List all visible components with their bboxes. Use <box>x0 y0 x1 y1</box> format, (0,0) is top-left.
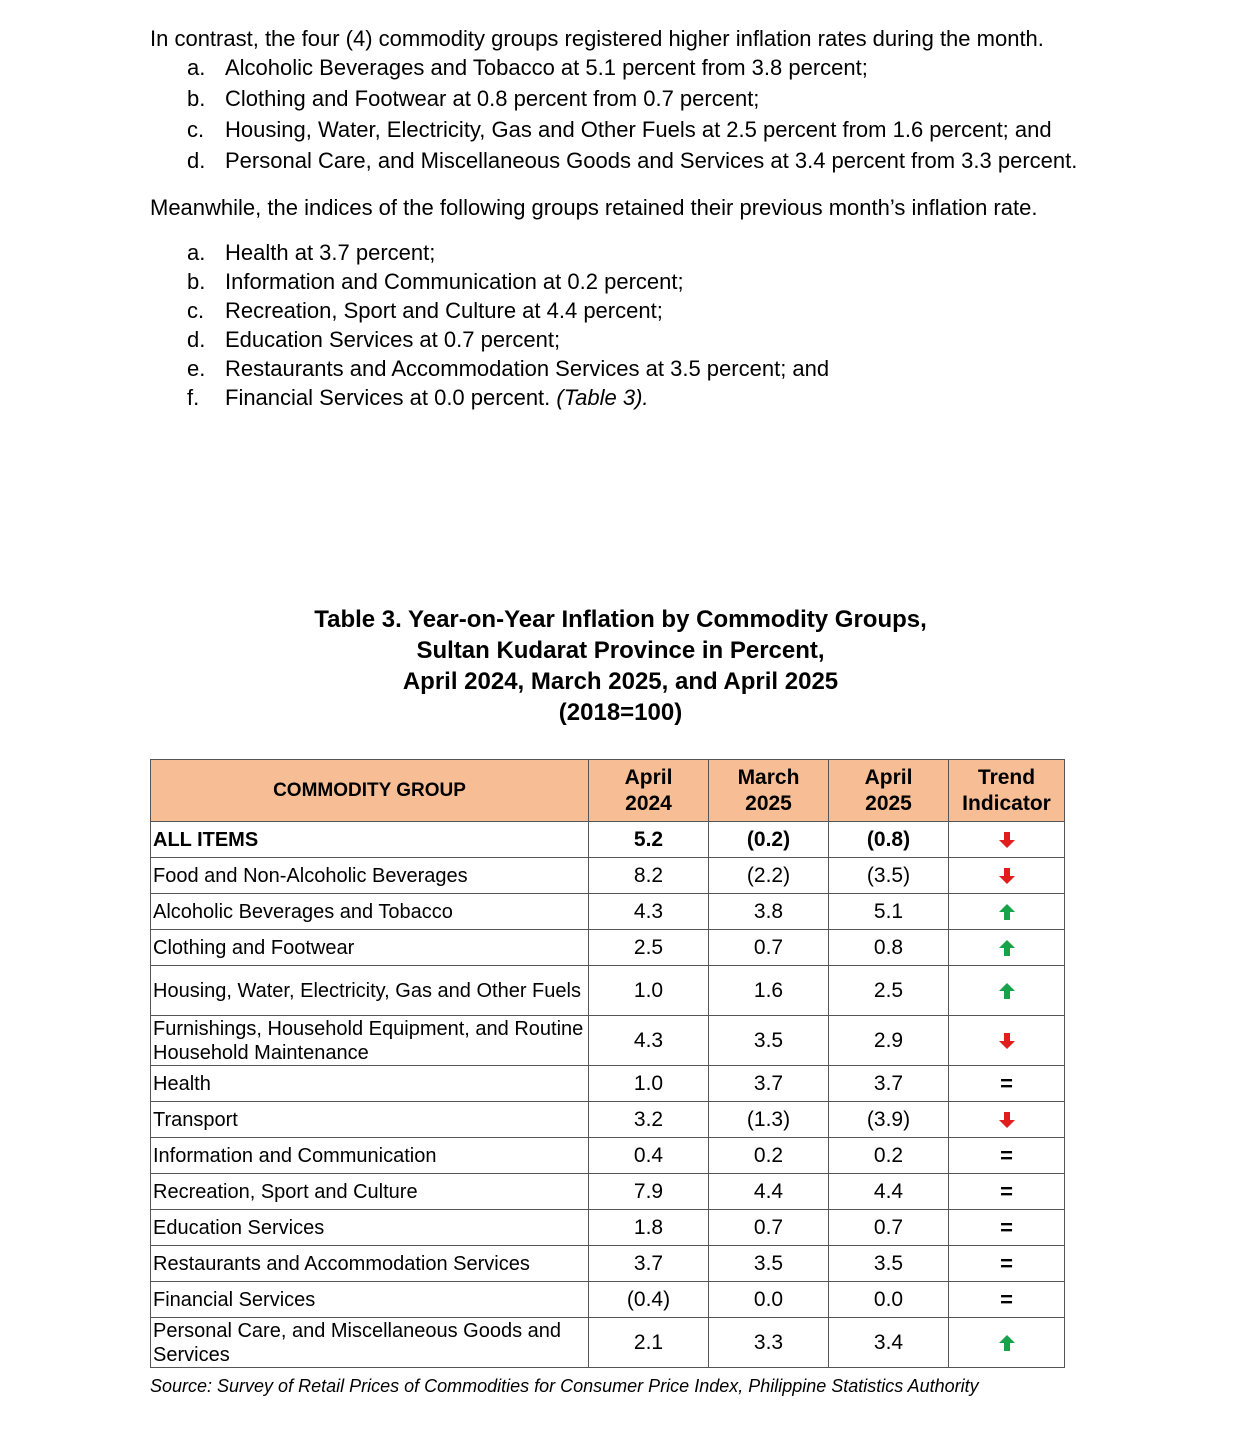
cell-april-2025: (3.5) <box>829 858 949 894</box>
cell-trend-indicator <box>949 1016 1065 1066</box>
cell-march-2025: 3.5 <box>709 1246 829 1282</box>
cell-april-2024: 1.0 <box>589 1066 709 1102</box>
caption-line: April 2024, March 2025, and April 2025 <box>402 668 839 695</box>
cell-march-2025: 0.0 <box>709 1282 829 1318</box>
list-item-text: Alcoholic Beverages and Tobacco at 5.1 percent from 3.8 percent; <box>225 55 868 80</box>
cell-april-2025: (0.8) <box>829 822 949 858</box>
cell-april-2025: (3.9) <box>829 1102 949 1138</box>
equal-sign-icon: = <box>1000 1178 1013 1204</box>
cell-commodity-group: Housing, Water, Electricity, Gas and Other Fuels <box>151 966 589 1016</box>
header-march-2025: March 2025 <box>709 760 829 822</box>
list-item <box>150 238 1091 267</box>
cell-march-2025: (2.2) <box>709 858 829 894</box>
caption-line: Sultan Kudarat Province in Percent, <box>416 637 825 664</box>
header-april-2024: April 2024 <box>589 760 709 822</box>
cell-trend-indicator <box>949 1174 1065 1210</box>
cell-april-2024: 5.2 <box>589 822 709 858</box>
cell-march-2025: (0.2) <box>709 822 829 858</box>
list-marker: b. <box>187 269 206 294</box>
list-item <box>150 115 1091 144</box>
arrow-down-icon <box>997 1031 1017 1051</box>
cell-april-2024: 2.5 <box>589 930 709 966</box>
table-row <box>151 858 1065 894</box>
list-marker: c. <box>187 298 205 323</box>
list-marker: e. <box>187 356 206 381</box>
table-row <box>151 966 1065 1016</box>
header-april-2025: April 2025 <box>829 760 949 822</box>
cell-trend-indicator <box>949 1246 1065 1282</box>
cell-april-2024: 4.3 <box>589 894 709 930</box>
cell-march-2025: 1.6 <box>709 966 829 1016</box>
table-row <box>151 1016 1065 1066</box>
cell-commodity-group: Financial Services <box>151 1282 589 1318</box>
table-row <box>151 822 1065 858</box>
cell-trend-indicator <box>949 1102 1065 1138</box>
cell-trend-indicator <box>949 1138 1065 1174</box>
header-trend-indicator: Trend Indicator <box>949 760 1065 822</box>
cell-april-2025: 0.7 <box>829 1210 949 1246</box>
list-item-text <box>225 383 1091 412</box>
arrow-down-icon <box>997 866 1017 886</box>
cell-april-2025: 2.5 <box>829 966 949 1016</box>
list-item <box>150 325 1091 354</box>
list-item-text: Personal Care, and Miscellaneous Goods and Services at 3.4 percent from 3.3 percent. <box>225 148 1078 173</box>
cell-commodity-group: Information and Communication <box>151 1138 589 1174</box>
cell-commodity-group: ALL ITEMS <box>151 822 589 858</box>
cell-march-2025: 0.7 <box>709 930 829 966</box>
list-marker: f. <box>187 385 200 410</box>
cell-commodity-group: Furnishings, Household Equipment, and Routine Household Maintenance <box>151 1016 589 1066</box>
table-row <box>151 930 1065 966</box>
higher-inflation-list <box>150 53 1091 175</box>
paragraph-retained-inflation: Meanwhile, the indices of the following groups retained their previous month’s inflation rate. <box>150 195 1038 220</box>
list-item <box>150 146 1091 175</box>
cell-april-2024: 1.8 <box>589 1210 709 1246</box>
arrow-up-icon <box>997 1333 1017 1353</box>
list-item <box>150 354 1091 383</box>
cell-march-2025: 0.2 <box>709 1138 829 1174</box>
list-item-text: Housing, Water, Electricity, Gas and Other Fuels at 2.5 percent from 1.6 percent; and <box>225 117 1052 142</box>
cell-commodity-group: Restaurants and Accommodation Services <box>151 1246 589 1282</box>
cell-commodity-group: Health <box>151 1066 589 1102</box>
cell-april-2024: 3.2 <box>589 1102 709 1138</box>
retained-inflation-list <box>150 238 1091 412</box>
arrow-up-icon <box>997 902 1017 922</box>
list-item-text: Education Services at 0.7 percent; <box>225 327 561 352</box>
arrow-down-icon <box>997 830 1017 850</box>
cell-commodity-group: Personal Care, and Miscellaneous Goods and Services <box>151 1318 589 1368</box>
list-marker: d. <box>187 148 206 173</box>
cell-march-2025: 3.3 <box>709 1318 829 1368</box>
cell-trend-indicator <box>949 966 1065 1016</box>
arrow-up-icon <box>997 938 1017 958</box>
paragraph-higher-inflation: In contrast, the four (4) commodity groups registered higher inflation rates during the month. <box>150 26 1044 51</box>
cell-april-2025: 2.9 <box>829 1016 949 1066</box>
caption-line: (2018=100) <box>558 699 683 726</box>
cell-trend-indicator <box>949 1210 1065 1246</box>
cell-commodity-group: Recreation, Sport and Culture <box>151 1174 589 1210</box>
equal-sign-icon: = <box>1000 1286 1013 1312</box>
cell-april-2024: 1.0 <box>589 966 709 1016</box>
list-item-text: Health at 3.7 percent; <box>225 240 436 265</box>
table-row <box>151 1066 1065 1102</box>
equal-sign-icon: = <box>1000 1250 1013 1276</box>
table-row <box>151 894 1065 930</box>
list-marker: a. <box>187 240 206 265</box>
cell-commodity-group: Clothing and Footwear <box>151 930 589 966</box>
list-item-text: Recreation, Sport and Culture at 4.4 percent; <box>225 298 663 323</box>
list-item-text: Clothing and Footwear at 0.8 percent from 0.7 percent; <box>225 86 760 111</box>
caption-line: Table 3. Year-on-Year Inflation by Commodity Groups, <box>314 606 927 633</box>
cell-trend-indicator <box>949 1318 1065 1368</box>
list-marker: d. <box>187 327 206 352</box>
cell-april-2024: 0.4 <box>589 1138 709 1174</box>
cell-march-2025: 3.7 <box>709 1066 829 1102</box>
cell-trend-indicator <box>949 1066 1065 1102</box>
table-reference-note: (Table 3). <box>556 385 649 410</box>
list-item-text: Restaurants and Accommodation Services at 3.5 percent; and <box>225 356 830 381</box>
table-row <box>151 1138 1065 1174</box>
cell-march-2025: 0.7 <box>709 1210 829 1246</box>
cell-trend-indicator <box>949 894 1065 930</box>
cell-april-2025: 3.4 <box>829 1318 949 1368</box>
table-source-note: Source: Survey of Retail Prices of Commodities for Consumer Price Index, Philippine Statistics Authority <box>150 1376 979 1396</box>
cell-commodity-group: Food and Non-Alcoholic Beverages <box>151 858 589 894</box>
cell-trend-indicator <box>949 822 1065 858</box>
cell-april-2025: 5.1 <box>829 894 949 930</box>
cell-commodity-group: Education Services <box>151 1210 589 1246</box>
inflation-table <box>150 759 1065 1368</box>
list-marker: b. <box>187 86 206 111</box>
equal-sign-icon: = <box>1000 1070 1013 1096</box>
list-item <box>150 53 1091 82</box>
cell-march-2025: (1.3) <box>709 1102 829 1138</box>
table-row <box>151 1174 1065 1210</box>
cell-march-2025: 3.8 <box>709 894 829 930</box>
list-item-main-text: Financial Services at 0.0 percent. <box>225 385 551 410</box>
cell-trend-indicator <box>949 1282 1065 1318</box>
cell-april-2025: 0.2 <box>829 1138 949 1174</box>
cell-april-2024: 4.3 <box>589 1016 709 1066</box>
table-caption <box>150 604 1091 728</box>
list-item <box>150 267 1091 296</box>
cell-april-2025: 3.7 <box>829 1066 949 1102</box>
list-item-text: Information and Communication at 0.2 percent; <box>225 269 684 294</box>
cell-march-2025: 3.5 <box>709 1016 829 1066</box>
cell-april-2025: 4.4 <box>829 1174 949 1210</box>
table-row <box>151 1282 1065 1318</box>
cell-commodity-group: Transport <box>151 1102 589 1138</box>
cell-april-2024: (0.4) <box>589 1282 709 1318</box>
equal-sign-icon: = <box>1000 1214 1013 1240</box>
cell-trend-indicator <box>949 930 1065 966</box>
cell-march-2025: 4.4 <box>709 1174 829 1210</box>
list-item <box>150 383 1091 412</box>
header-commodity-group: COMMODITY GROUP <box>151 760 589 822</box>
cell-commodity-group: Alcoholic Beverages and Tobacco <box>151 894 589 930</box>
list-item <box>150 296 1091 325</box>
table-row <box>151 1246 1065 1282</box>
table-row <box>151 1318 1065 1368</box>
cell-april-2024: 3.7 <box>589 1246 709 1282</box>
equal-sign-icon: = <box>1000 1142 1013 1168</box>
cell-trend-indicator <box>949 858 1065 894</box>
cell-april-2025: 0.8 <box>829 930 949 966</box>
table-header-row <box>151 760 1065 822</box>
list-marker: c. <box>187 117 205 142</box>
arrow-down-icon <box>997 1110 1017 1130</box>
cell-april-2025: 3.5 <box>829 1246 949 1282</box>
list-marker: a. <box>187 55 206 80</box>
cell-april-2024: 8.2 <box>589 858 709 894</box>
table-row <box>151 1210 1065 1246</box>
arrow-up-icon <box>997 981 1017 1001</box>
cell-april-2024: 7.9 <box>589 1174 709 1210</box>
table-row <box>151 1102 1065 1138</box>
list-item <box>150 84 1091 113</box>
document-body <box>150 24 1091 412</box>
cell-april-2025: 0.0 <box>829 1282 949 1318</box>
cell-april-2024: 2.1 <box>589 1318 709 1368</box>
